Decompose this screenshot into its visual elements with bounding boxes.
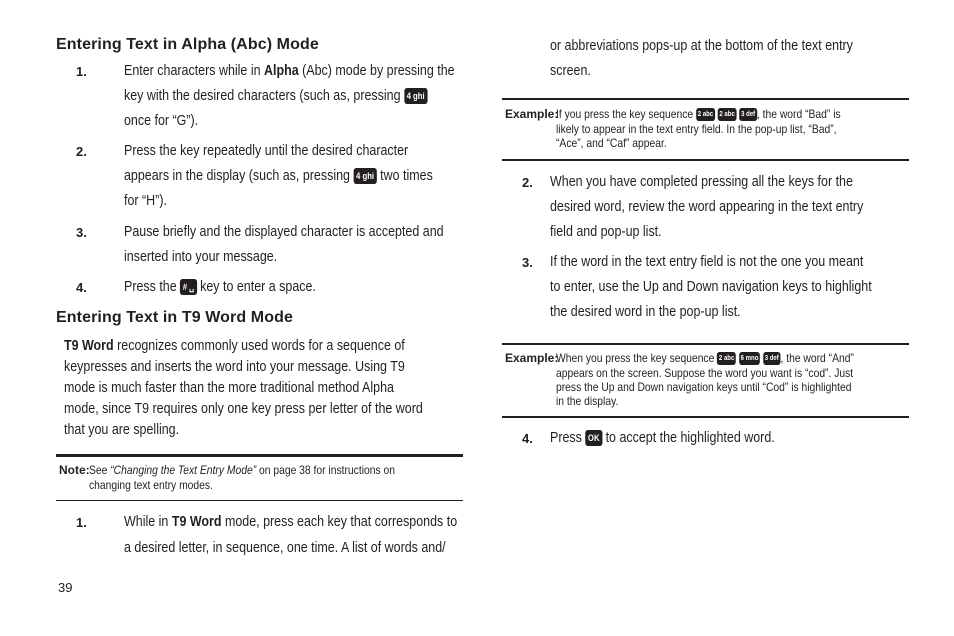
step-text-line: Press OK to accept the highlighted word. bbox=[550, 430, 775, 446]
paragraph-line: T9 Word recognizes commonly used words for a sequence of bbox=[64, 338, 405, 354]
note-label: Note: bbox=[59, 463, 90, 477]
example2-bottom-rule bbox=[502, 416, 909, 418]
t9-step-1 bbox=[76, 510, 466, 560]
space-key-icon: # ␣ bbox=[180, 279, 197, 295]
key-6-icon: 6 mno bbox=[739, 352, 760, 365]
cross-reference-link[interactable]: “Changing the Text Entry Mode” bbox=[110, 463, 257, 477]
step-text-line: desired word, review the word appearing in the text entry bbox=[550, 199, 864, 215]
alpha-step-4 bbox=[76, 275, 466, 300]
step-number: 2. bbox=[76, 144, 87, 159]
continued-text-line: or abbreviations pops-up at the bottom of the text entry bbox=[550, 38, 853, 54]
key-2-icon: 2 abc bbox=[718, 108, 737, 121]
note-top-rule bbox=[56, 454, 463, 457]
step-text-line: If the word in the text entry field is not the one you meant bbox=[550, 254, 864, 270]
example-text-line: If you press the key sequence 2 abc 2 abc 3 def , the word “Bad” is bbox=[556, 107, 841, 121]
paragraph-line: keypresses and inserts the word into your message. Using T9 bbox=[64, 359, 405, 375]
example1-top-rule bbox=[502, 98, 909, 100]
step-text-line: once for “G”). bbox=[124, 113, 199, 129]
example1-box bbox=[505, 107, 909, 153]
note-box bbox=[59, 463, 463, 495]
step-text-line: When you have completed pressing all the keys for the bbox=[550, 174, 853, 190]
example-text-line: press the Up and Down navigation keys until “Cod” is highlighted bbox=[556, 380, 852, 394]
step-number: 3. bbox=[522, 255, 533, 270]
step-text-line: the desired word in the pop-up list. bbox=[550, 304, 741, 320]
step-number: 1. bbox=[76, 515, 87, 530]
step-text-line: appears in the display (such as, pressing 4 ghi two times bbox=[124, 168, 433, 184]
key-3-icon: 3 def bbox=[763, 352, 780, 365]
step-text-line: field and pop-up list. bbox=[550, 224, 662, 240]
step-text-line: key with the desired characters (such as, pressing 4 ghi bbox=[124, 84, 427, 109]
heading-alpha-mode: Entering Text in Alpha (Abc) Mode bbox=[56, 36, 319, 53]
alpha-step-1 bbox=[76, 59, 466, 134]
step-number: 4. bbox=[76, 280, 87, 295]
alpha-step-3 bbox=[76, 220, 466, 270]
step-text-line: inserted into your message. bbox=[124, 249, 278, 265]
step-text-line: to enter, use the Up and Down navigation keys to highlight bbox=[550, 279, 872, 295]
example1-bottom-rule bbox=[502, 159, 909, 161]
continued-text-line: screen. bbox=[550, 63, 591, 79]
key-2-icon: 2 abc bbox=[717, 352, 736, 365]
t9-step-3 bbox=[522, 250, 922, 325]
paragraph-line: mode, since T9 requires only one key press per letter of the word bbox=[64, 401, 423, 417]
step-text-line: Press the # ␣ key to enter a space. bbox=[124, 279, 316, 295]
key-4-icon: 4 ghi bbox=[404, 88, 427, 104]
step-number: 1. bbox=[76, 64, 87, 79]
note-bottom-rule bbox=[56, 500, 463, 501]
t9-step-2 bbox=[522, 170, 922, 245]
step-text-line: a desired letter, in sequence, one time. A list of words and/ bbox=[124, 540, 446, 556]
t9-step-4 bbox=[522, 426, 922, 451]
paragraph-line: that you are spelling. bbox=[64, 422, 180, 438]
step-number: 2. bbox=[522, 175, 533, 190]
ok-key-icon: OK bbox=[585, 430, 602, 446]
step-text-line: While in T9 Word mode, press each key that corresponds to bbox=[124, 514, 458, 530]
note-text-line: changing text entry modes. bbox=[89, 478, 213, 492]
example2-box bbox=[505, 351, 909, 409]
heading-t9-mode: Entering Text in T9 Word Mode bbox=[56, 309, 293, 326]
paragraph-line: mode is much faster than the more traditional method Alpha bbox=[64, 380, 394, 396]
note-text-line: See “Changing the Text Entry Mode” on page 38 for instructions on bbox=[89, 463, 395, 477]
example-label: Example: bbox=[505, 107, 559, 121]
page-number: 39 bbox=[58, 580, 73, 595]
key-4-icon: 4 ghi bbox=[353, 168, 376, 184]
step-number: 4. bbox=[522, 431, 533, 446]
step-number: 3. bbox=[76, 225, 87, 240]
step-text-line: for “H”). bbox=[124, 193, 167, 209]
key-2-icon: 2 abc bbox=[696, 108, 715, 121]
key-3-icon: 3 def bbox=[739, 108, 756, 121]
step-text-line: Pause briefly and the displayed character is accepted and bbox=[124, 224, 444, 240]
step-text-line: Press the key repeatedly until the desired character bbox=[124, 143, 409, 159]
alpha-step-2 bbox=[76, 139, 466, 214]
example2-top-rule bbox=[502, 343, 909, 345]
example-text-line: “Ace”, and “Caf” appear. bbox=[556, 136, 667, 150]
example-label: Example: bbox=[505, 351, 559, 365]
example-text-line: in the display. bbox=[556, 394, 619, 408]
example-text-line: likely to appear in the text entry field. In the pop-up list, “Bad”, bbox=[556, 122, 837, 136]
step-text-line: Enter characters while in Alpha (Abc) mode by pressing the bbox=[124, 63, 455, 79]
example-text-line: appears on the screen. Suppose the word you want is “cod”. Just bbox=[556, 366, 854, 380]
example-text-line: When you press the key sequence 2 abc 6 mno 3 def , the word “And” bbox=[556, 351, 854, 365]
